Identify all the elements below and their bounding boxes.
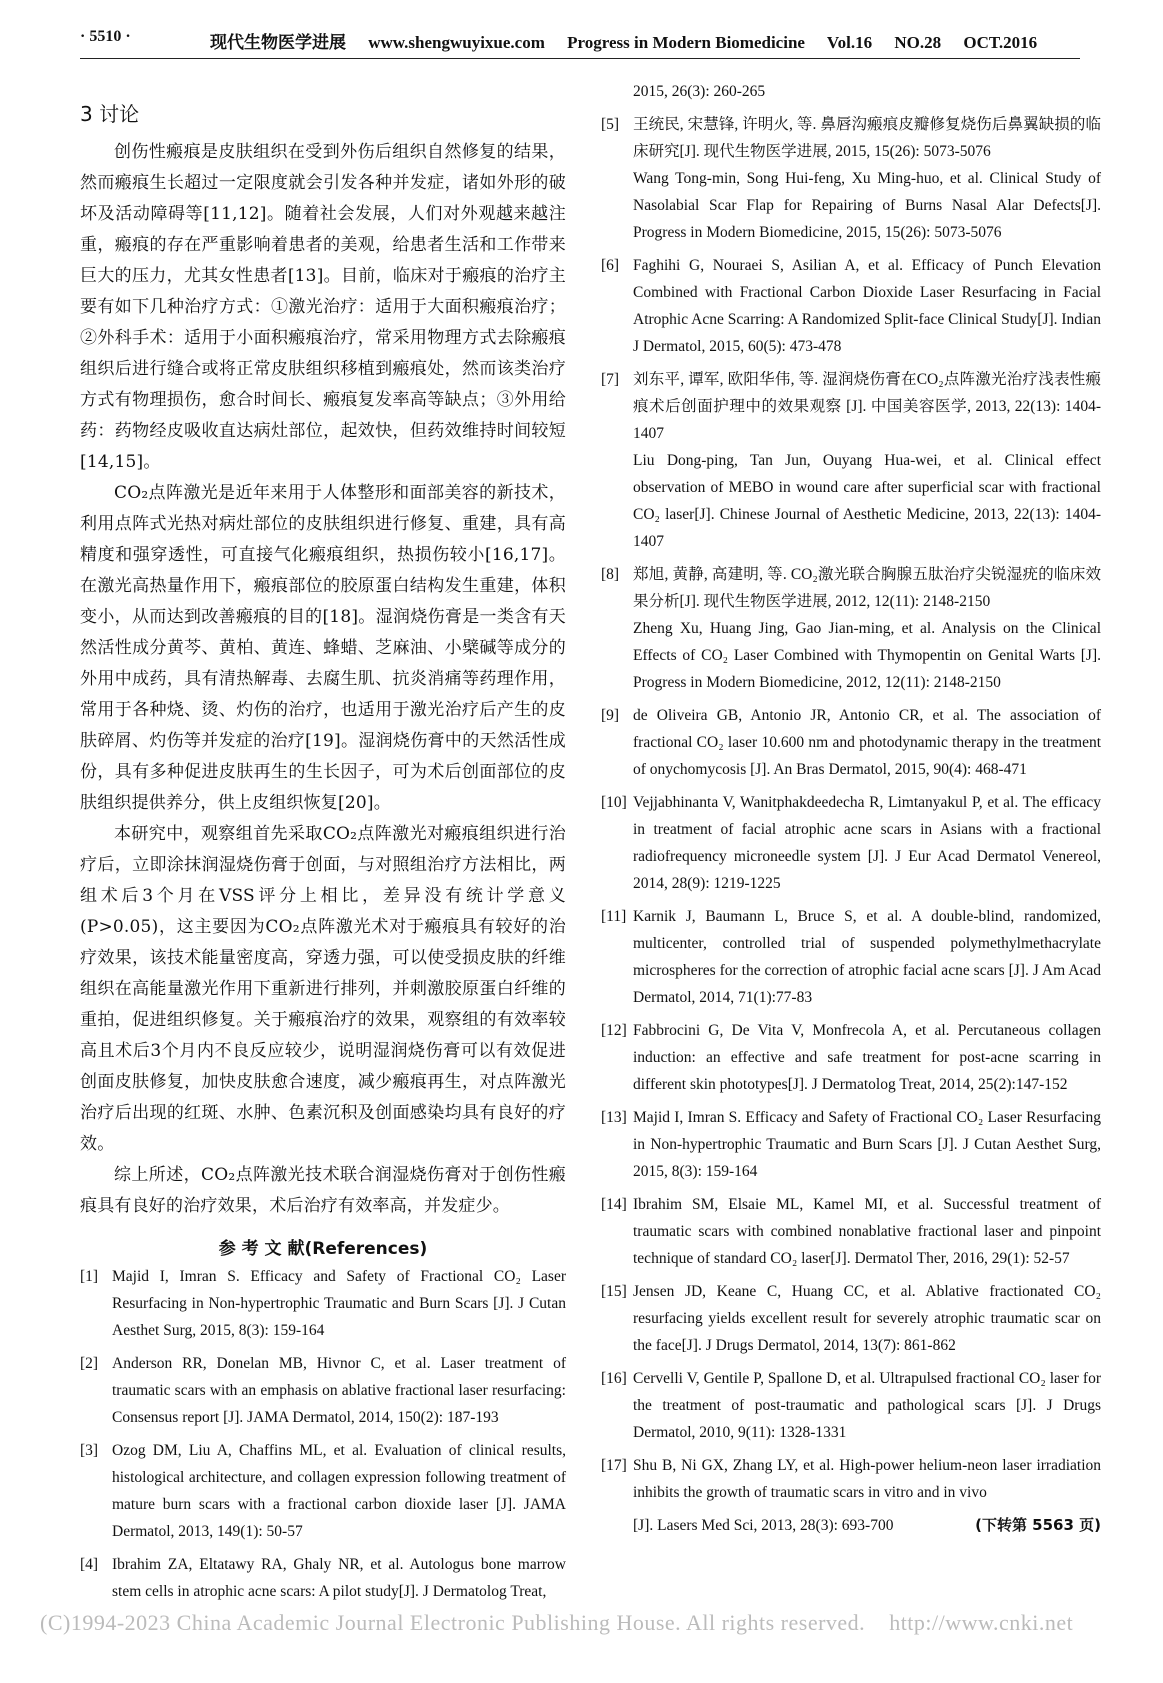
reference-number: [5]	[601, 116, 620, 133]
reference-text: Faghihi G, Nouraei S, Asilian A, et al. Efficacy of Punch Elevation Combined with Fractional Carbon Dioxide Laser Resurfacing in Facial Atrophic Acne Scarring: A Randomized Split-face Clinical Study[J]. Indian J Dermatol, 2015, 60(5): 473-478	[633, 257, 1101, 355]
reference-number: [2]	[80, 1355, 99, 1372]
reference-item	[601, 789, 1101, 897]
reference-text: Anderson RR, Donelan MB, Hivnor C, et al. Laser treatment of traumatic scars with an emphasis on ablative fractional laser resurfacing: Consensus report [J]. JAMA Dermatol, 2014, 150(2): 187-193	[112, 1355, 566, 1426]
reference-item	[601, 1191, 1101, 1272]
reference-number: [4]	[80, 1556, 99, 1573]
reference-item	[601, 1278, 1101, 1359]
reference-number: [13]	[601, 1109, 627, 1126]
reference-number: [8]	[601, 566, 620, 583]
left-column	[80, 60, 566, 1611]
reference-text: de Oliveira GB, Antonio JR, Antonio CR, et al. The association of fractional CO₂ laser 10.600 nm and photodynamic therapy in the treatment of onychomycosis [J]. An Bras Dermatol, 2015, 90(4): 468-471	[633, 707, 1101, 778]
paragraph-1: 创伤性瘢痕是皮肤组织在受到外伤后组织自然修复的结果，然而瘢痕生长超过一定限度就会引发各种并发症，诸如外形的破坏及活动障碍等[11,12]。随着社会发展，人们对外观越来越注重，瘢痕的存在严重影响着患者的美观，给患者生活和工作带来巨大的压力，尤其女性患者[13]。目前，临床对于瘢痕的治疗主要有如下几种治疗方式：①激光治疗：适用于大面积瘢痕治疗；②外科手术：适用于小面积瘢痕治疗，常采用物理方式去除瘢痕组织后进行缝合或将正常皮肤组织移植到瘢痕处，然而该类治疗方式有物理损伤，愈合时间长、瘢痕复发率高等缺点；③外用给药：药物经皮吸收直达病灶部位，起效快，但药效维持时间较短[14,15]。	[80, 142, 566, 472]
references-right	[601, 111, 1101, 1506]
reference-tail-text: [J]. Lasers Med Sci, 2013, 28(3): 693-700	[633, 1517, 894, 1534]
references-left	[80, 1263, 566, 1605]
reference-number: [3]	[80, 1442, 99, 1459]
reference-number: [15]	[601, 1283, 627, 1300]
page-number: · 5510 ·	[80, 28, 131, 45]
reference-item	[601, 1365, 1101, 1446]
reference-text: Cervelli V, Gentile P, Spallone D, et al. Ultrapulsed fractional CO₂ laser for the treatment of post-traumatic and pathological scars [J]. J Drugs Dermatol, 2010, 9(11): 1328-1331	[633, 1370, 1101, 1441]
paragraph-2: CO₂点阵激光是近年来用于人体整形和面部美容的新技术，利用点阵式光热对病灶部位的皮肤组织进行修复、重建，具有高精度和强穿透性，可直接气化瘢痕组织，热损伤较小[16,17]。在激光高热量作用下，瘢痕部位的胶原蛋白结构发生重建，体积变小，从而达到改善瘢痕的目的[18]。湿润烧伤膏是一类含有天然活性成分黄芩、黄柏、黄连、蜂蜡、芝麻油、小檗碱等成分的外用中成药，具有清热解毒、去腐生肌、抗炎消痛等药理作用，常用于各种烧、烫、灼伤的治疗，也适用于激光治疗后产生的皮肤碎屑、灼伤等并发症的治疗[19]。湿润烧伤膏中的天然活性成份，具有多种促进皮肤再生的生长因子，可为术后创面部位的皮肤组织提供养分，供上皮组织恢复[20]。	[80, 483, 566, 813]
reference-text: 王统民, 宋慧锋, 许明火, 等. 鼻唇沟瘢痕皮瓣修复烧伤后鼻翼缺损的临床研究[J]. 现代生物医学进展, 2015, 15(26): 5073-5076	[633, 116, 1101, 160]
reference-text: Majid I, Imran S. Efficacy and Safety of Fractional CO₂ Laser Resurfacing in Non-hypertrophic Traumatic and Burn Scars [J]. J Cutan Aesthet Surg, 2015, 8(3): 159-164	[633, 1109, 1101, 1180]
volume: Vol.16	[826, 33, 873, 52]
header-rule	[80, 58, 1080, 59]
reference-item	[80, 1437, 566, 1545]
reference-item	[80, 1350, 566, 1431]
continued-note: (下转第 5563 页)	[975, 1516, 1101, 1534]
reference-text: Zheng Xu, Huang Jing, Gao Jian-ming, et al. Analysis on the Clinical Effects of CO₂ Laser Combined with Thymopentin on Genital Warts [J]. Progress in Modern Biomedicine, 2012, 12(11): 2148-2150	[633, 620, 1101, 691]
reference-item	[601, 1017, 1101, 1098]
reference-text: Jensen JD, Keane C, Huang CC, et al. Ablative fractionated CO₂ resurfacing yields excellent result for severely atrophic traumatic scar on the face[J]. J Drugs Dermatol, 2014, 13(7): 861-862	[633, 1283, 1101, 1354]
right-column	[601, 60, 1101, 1545]
reference-text: Ibrahim ZA, Eltatawy RA, Ghaly NR, et al. Autologus bone marrow stem cells in atrophic acne scars: A pilot study[J]. J Dermatolog Treat,	[112, 1556, 566, 1600]
reference-text: Vejjabhinanta V, Wanitphakdeedecha R, Limtanyakul P, et al. The efficacy in treatment of facial atrophic acne scars in Asians with a fractional radiofrequency microneedle system [J]. J Eur Acad Dermatol Venereol, 2014, 28(9): 1219-1225	[633, 794, 1101, 892]
journal-cn: 现代生物医学进展	[210, 33, 346, 52]
reference-item	[601, 561, 1101, 696]
reference-number: [9]	[601, 707, 620, 724]
reference-number: [11]	[601, 908, 627, 925]
references-heading: 参 考 文 献(References)	[218, 1239, 428, 1259]
reference-continuation	[601, 78, 1101, 105]
cnki-url: http://www.cnki.net	[889, 1610, 1074, 1635]
website: www.shengwuyixue.com	[368, 33, 545, 52]
reference-item	[80, 1263, 566, 1344]
reference-continuation-text: 2015, 26(3): 260-265	[633, 83, 766, 100]
paragraph-4: 综上所述，CO₂点阵激光技术联合润湿烧伤膏对于创伤性瘢痕具有良好的治疗效果，术后治疗有效率高，并发症少。	[80, 1165, 566, 1216]
reference-number: [7]	[601, 371, 620, 388]
reference-text: 郑旭, 黄静, 高建明, 等. CO₂激光联合胸腺五肽治疗尖锐湿疣的临床效果分析[J]. 现代生物医学进展, 2012, 12(11): 2148-2150	[633, 566, 1101, 610]
paragraph-3: 本研究中，观察组首先采取CO₂点阵激光对瘢痕组织进行治疗后，立即涂抹润湿烧伤膏于创面，与对照组治疗方法相比，两组术后3个月在VSS评分上相比，差异没有统计学意义(P>0.05)，这主要因为CO₂点阵激光术对于瘢痕具有较好的治疗效果，该技术能量密度高，穿透力强，可以使受损皮肤的纤维组织在高能量激光作用下重新进行排列，并刺激胶原蛋白纤维的重拍，促进组织修复。关于瘢痕治疗的效果，观察组的有效率较高且术后3个月内不良反应较少，说明湿润烧伤膏可以有效促进创面皮肤修复，加快皮肤愈合速度，减少瘢痕再生，对点阵激光治疗后出现的红斑、水肿、色素沉积及创面感染均具有良好的疗效。	[80, 824, 566, 1154]
section-heading: 3 讨论	[80, 102, 140, 126]
reference-item	[601, 111, 1101, 246]
reference-item	[601, 702, 1101, 783]
reference-number: [16]	[601, 1370, 627, 1387]
reference-number: [10]	[601, 794, 627, 811]
reference-number: [14]	[601, 1196, 627, 1213]
running-title	[210, 28, 1055, 53]
reference-text: Fabbrocini G, De Vita V, Monfrecola A, et al. Percutaneous collagen induction: an effective and safe treatment for post-acne scarring in different skin phototypes[J]. J Dermatolog Treat, 2014, 25(2):147-152	[633, 1022, 1101, 1093]
reference-item	[601, 903, 1101, 1011]
page-header	[80, 24, 1080, 52]
reference-number: [17]	[601, 1457, 627, 1474]
reference-text: Karnik J, Baumann L, Bruce S, et al. A double-blind, randomized, multicenter, controlled trial of suspended polymethylmethacrylate microspheres for the correction of atrophic facial acne scars [J]. J Am Acad Dermatol, 2014, 71(1):77-83	[633, 908, 1101, 1006]
reference-number: [12]	[601, 1022, 627, 1039]
reference-text: Majid I, Imran S. Efficacy and Safety of Fractional CO₂ Laser Resurfacing in Non-hypertrophic Traumatic and Burn Scars [J]. J Cutan Aesthet Surg, 2015, 8(3): 159-164	[112, 1268, 566, 1339]
reference-tail	[601, 1512, 1101, 1539]
copyright-text: (C)1994-2023 China Academic Journal Electronic Publishing House. All rights reserved.	[40, 1610, 866, 1635]
reference-number: [6]	[601, 257, 620, 274]
reference-item	[601, 1104, 1101, 1185]
reference-text: Ozog DM, Liu A, Chaffins ML, et al. Evaluation of clinical results, histological architecture, and collagen expression following treatment of mature burn scars with a fractional carbon dioxide laser [J]. JAMA Dermatol, 2013, 149(1): 50-57	[112, 1442, 566, 1540]
reference-item	[601, 1452, 1101, 1506]
reference-text: Wang Tong-min, Song Hui-feng, Xu Ming-huo, et al. Clinical Study of Nasolabial Scar Flap for Repairing of Burns Nasal Alar Defects[J]. Progress in Modern Biomedicine, 2015, 15(26): 5073-5076	[633, 170, 1101, 241]
reference-text: Ibrahim SM, Elsaie ML, Kamel MI, et al. Successful treatment of traumatic scars with combined nonablative fractional laser and pinpoint technique of standard CO₂ laser[J]. Dermatol Ther, 2016, 29(1): 52-57	[633, 1196, 1101, 1267]
copyright-footer	[40, 1610, 1140, 1636]
reference-text: Shu B, Ni GX, Zhang LY, et al. High-power helium-neon laser irradiation inhibits the growth of traumatic scars in vitro and in vivo	[633, 1457, 1101, 1501]
reference-text: Liu Dong-ping, Tan Jun, Ouyang Hua-wei, et al. Clinical effect observation of MEBO in wound care after superficial scar with fractional CO₂ laser[J]. Chinese Journal of Aesthetic Medicine, 2013, 22(13): 1404-1407	[633, 452, 1101, 550]
journal-en: Progress in Modern Biomedicine	[567, 33, 805, 52]
reference-text: 刘东平, 谭军, 欧阳华伟, 等. 湿润烧伤膏在CO₂点阵激光治疗浅表性瘢痕术后创面护理中的效果观察 [J]. 中国美容医学, 2013, 22(13): 1404-1407	[633, 371, 1101, 442]
reference-item	[601, 366, 1101, 555]
reference-item	[601, 252, 1101, 360]
reference-number: [1]	[80, 1268, 99, 1285]
reference-item	[80, 1551, 566, 1605]
issue: NO.28	[894, 33, 942, 52]
date: OCT.2016	[963, 33, 1038, 52]
